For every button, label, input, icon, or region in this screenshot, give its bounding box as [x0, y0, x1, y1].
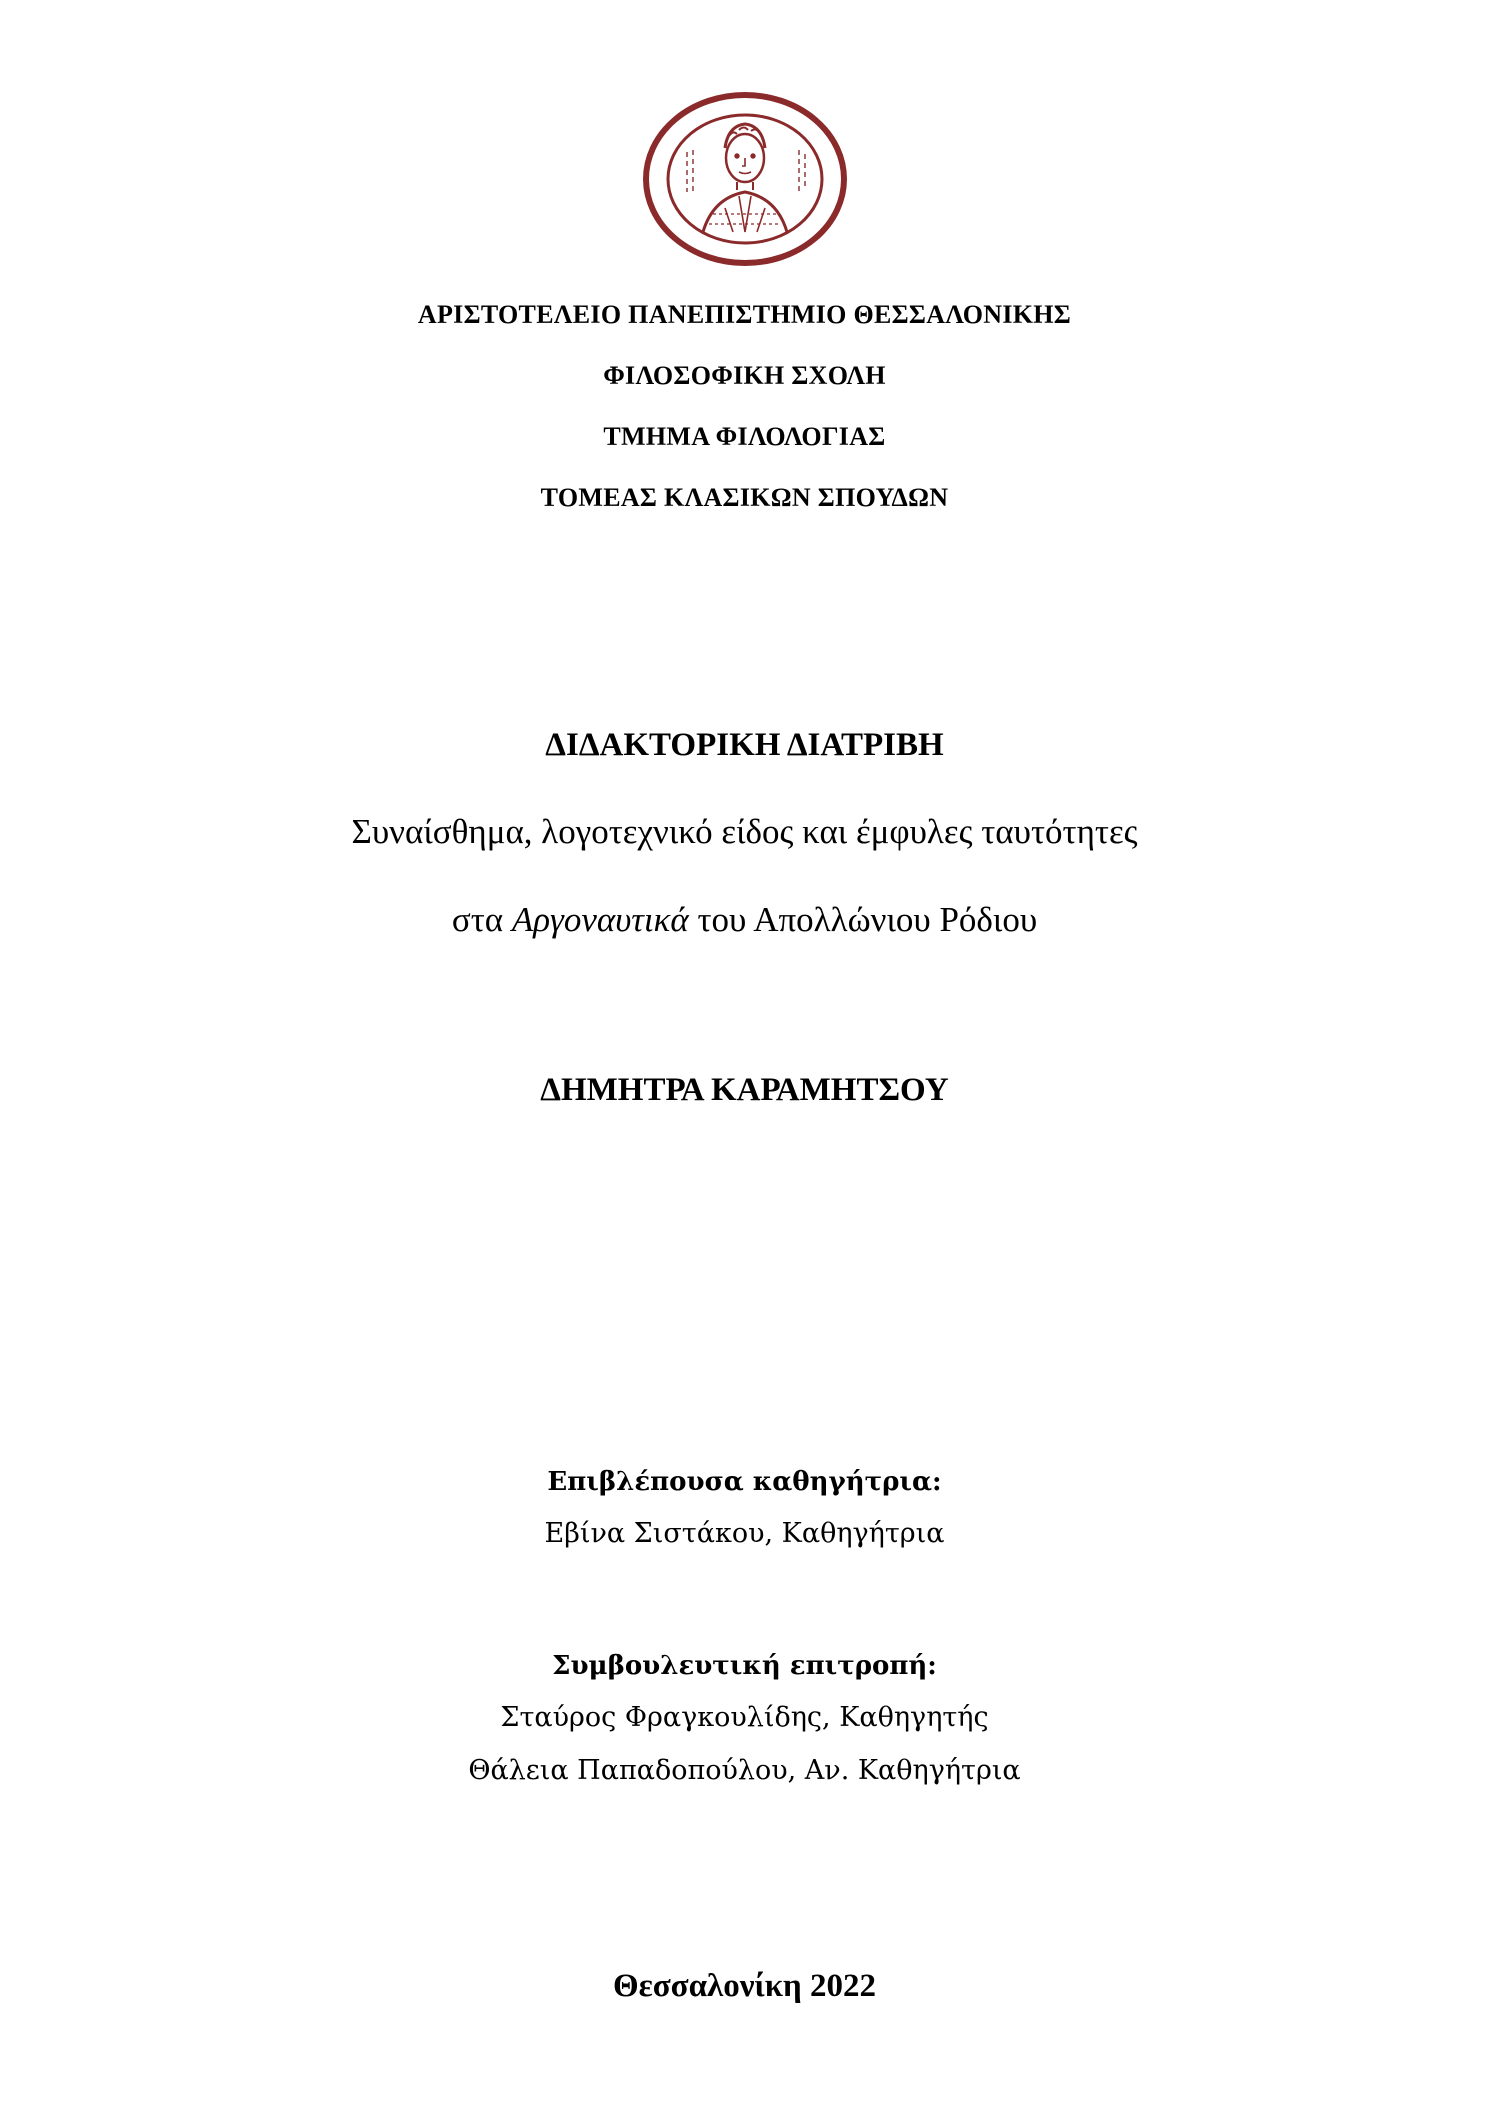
supervisor-heading: Επιβλέπουσα καθηγήτρια: [547, 1467, 942, 1497]
place-year: Θεσσαλονίκη 2022 [612, 1968, 877, 2004]
committee-heading: Συμβουλευτική επιτροπή: [552, 1651, 937, 1681]
university-name: ΑΡΙΣΤΟΤΕΛΕΙΟ ΠΑΝΕΠΙΣΤΗΜΙΟ ΘΕΣΣΑΛΟΝΙΚΗΣ [417, 300, 1072, 329]
committee-member: Θάλεια Παπαδοπούλου, Αν. Καθηγήτρια [468, 1755, 1021, 1786]
committee-member: Σταύρος Φραγκουλίδης, Καθηγητής [500, 1702, 989, 1733]
thesis-title-line1: Συναίσθημα, λογοτεχνικό είδος και έμφυλες ταυτότητες [351, 812, 1138, 851]
sector-name: ΤΟΜΕΑΣ ΚΛΑΣΙΚΩΝ ΣΠΟΥΔΩΝ [540, 483, 949, 512]
school-name: ΦΙΛΟΣΟΦΙΚΗ ΣΧΟΛΗ [603, 361, 886, 390]
title-italic-work: Αργοναυτικά [511, 900, 689, 939]
department-name: ΤΜΗΜΑ ΦΙΛΟΛΟΓΙΑΣ [603, 422, 886, 451]
title-prefix: στα [451, 900, 512, 939]
author-name: ΔΗΜΗΤΡΑ ΚΑΡΑΜΗΤΣΟΥ [540, 1072, 949, 1108]
title-suffix: του Απολλώνιου Ρόδιου [688, 900, 1038, 939]
supervisor-name: Εβίνα Σιστάκου, Καθηγήτρια [544, 1518, 945, 1549]
university-seal-icon [643, 92, 847, 267]
thesis-type: ΔΙΔΑΚΤΟΡΙΚΗ ΔΙΑΤΡΙΒΗ [545, 727, 944, 763]
thesis-title-line2 [0, 900, 1489, 940]
